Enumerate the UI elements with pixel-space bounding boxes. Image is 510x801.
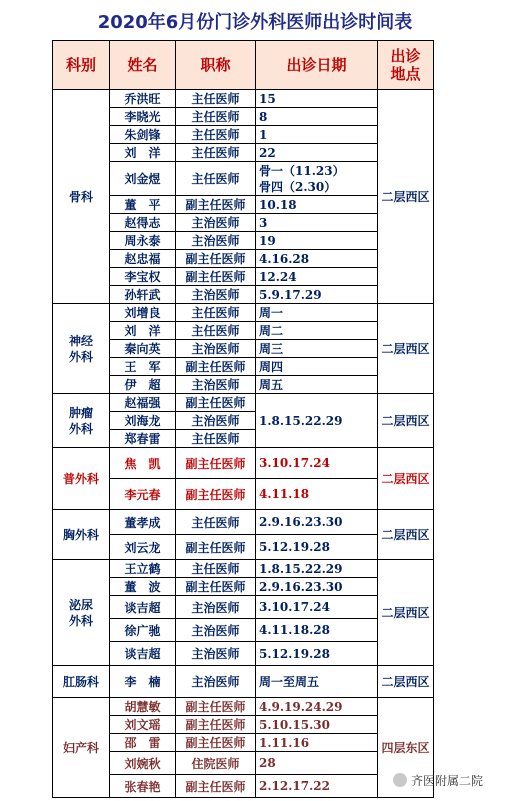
dates-cell <box>256 535 378 560</box>
doctor-name: 李 楠 <box>110 666 176 698</box>
table-row <box>53 376 434 394</box>
dates-text: 28 <box>259 756 276 770</box>
doctor-title: 主任医师 <box>176 144 256 162</box>
doctor-title: 主治医师 <box>176 286 256 304</box>
dates-text: 1.11.16 <box>259 735 310 750</box>
header-dept: 科别 <box>53 41 110 90</box>
dept-cell <box>53 560 110 666</box>
table-row <box>53 775 434 798</box>
place-cell: 二层西区 <box>378 510 434 560</box>
dates-cell <box>256 752 378 775</box>
table-row <box>53 162 434 196</box>
place-cell: 二层西区 <box>378 666 434 698</box>
doctor-name: 谈吉超 <box>110 642 176 666</box>
table-row <box>53 448 434 479</box>
dates-text: 3 <box>259 215 268 230</box>
dates-text: 12.24 <box>259 269 297 284</box>
doctor-title: 主任医师 <box>176 322 256 340</box>
doctor-name: 董 平 <box>110 196 176 214</box>
dates-cell <box>256 448 378 479</box>
table-row <box>53 394 434 412</box>
dates-text: 10.18 <box>259 197 297 212</box>
dates-text: 3.10.17.24 <box>259 600 330 614</box>
table-row <box>53 90 434 108</box>
dept-label: 外科 <box>68 421 93 436</box>
doctor-name: 郑春雷 <box>110 430 176 448</box>
table-row <box>53 596 434 619</box>
dates-cell <box>256 214 378 232</box>
doctor-name: 秦向英 <box>110 340 176 358</box>
dates-cell <box>256 162 378 196</box>
dates-cell <box>256 734 378 752</box>
dates-cell <box>256 268 378 286</box>
place-cell: 二层西区 <box>378 90 434 304</box>
dept-cell <box>53 666 110 698</box>
table-row <box>53 666 434 698</box>
dept-cell <box>53 90 110 304</box>
dates-cell <box>256 510 378 535</box>
dates-cell <box>256 286 378 304</box>
table-row <box>53 479 434 510</box>
dates-text: 15 <box>259 91 276 106</box>
doctor-name: 赵忠福 <box>110 250 176 268</box>
dates-cell <box>256 322 378 340</box>
doctor-title: 住院医师 <box>176 752 256 775</box>
doctor-title: 主治医师 <box>176 642 256 666</box>
doctor-title: 主任医师 <box>176 126 256 144</box>
watermark-text: 齐医附属二院 <box>411 774 484 788</box>
place-cell: 二层西区 <box>378 304 434 394</box>
table-row <box>53 268 434 286</box>
doctor-name: 徐广驰 <box>110 619 176 642</box>
doctor-title: 副主任医师 <box>176 196 256 214</box>
doctor-title: 副主任医师 <box>176 358 256 376</box>
dept-label: 妇产科 <box>62 740 99 755</box>
doctor-title: 副主任医师 <box>176 479 256 510</box>
dates-text: 周一 <box>259 305 284 320</box>
dates-cell <box>256 619 378 642</box>
dates-cell <box>256 578 378 596</box>
dates-cell <box>256 144 378 162</box>
page-title: 2020年6月份门诊外科医师出诊时间表 <box>97 12 413 33</box>
table-row <box>53 250 434 268</box>
dept-cell <box>53 698 110 798</box>
doctor-title: 副主任医师 <box>176 775 256 798</box>
dates-text: 22 <box>259 145 276 160</box>
dates-text: 1 <box>259 127 268 142</box>
watermark <box>393 772 483 789</box>
doctor-title: 副主任医师 <box>176 268 256 286</box>
doctor-title: 主治医师 <box>176 619 256 642</box>
dates-cell <box>256 560 378 578</box>
dates-cell <box>256 250 378 268</box>
header-place-line2: 地点 <box>390 65 421 83</box>
dept-cell <box>53 304 110 394</box>
dept-label: 胸外科 <box>62 527 99 542</box>
place-cell: 二层西区 <box>378 394 434 448</box>
doctor-title: 主任医师 <box>176 162 256 196</box>
dates-text: 1.8.15.22.29 <box>259 413 343 428</box>
doctor-title: 副主任医师 <box>176 394 256 412</box>
dates-cell <box>256 666 378 698</box>
dates-text: 周三 <box>259 341 284 356</box>
dates-text: 3.10.17.24 <box>259 456 330 470</box>
doctor-name: 焦 凯 <box>110 448 176 479</box>
dept-label: 外科 <box>68 613 93 628</box>
dept-label: 肛肠科 <box>62 674 99 689</box>
doctor-name: 董 波 <box>110 578 176 596</box>
doctor-name: 刘金煜 <box>110 162 176 196</box>
dates-cell <box>256 394 378 448</box>
dates-text: 骨四（2.30） <box>259 179 337 194</box>
doctor-title: 主治医师 <box>176 666 256 698</box>
dates-text: 周五 <box>259 377 284 392</box>
dates-cell <box>256 196 378 214</box>
dates-cell <box>256 479 378 510</box>
doctor-title: 副主任医师 <box>176 578 256 596</box>
dept-label: 神经 <box>68 333 93 348</box>
doctor-name: 张春艳 <box>110 775 176 798</box>
doctor-name: 刘文瑶 <box>110 716 176 734</box>
doctor-title: 主治医师 <box>176 596 256 619</box>
doctor-title: 主治医师 <box>176 376 256 394</box>
dates-cell <box>256 304 378 322</box>
doctor-title: 副主任医师 <box>176 698 256 716</box>
dept-cell <box>53 510 110 560</box>
dept-label: 普外科 <box>62 471 99 486</box>
table-row <box>53 734 434 752</box>
doctor-name: 孙轩武 <box>110 286 176 304</box>
doctor-name: 李宝权 <box>110 268 176 286</box>
dates-text: 周二 <box>259 323 284 338</box>
dates-cell <box>256 376 378 394</box>
doctor-title: 主任医师 <box>176 90 256 108</box>
dates-text: 4.16.28 <box>259 251 310 266</box>
doctor-title: 主任医师 <box>176 560 256 578</box>
doctor-name: 刘海龙 <box>110 412 176 430</box>
doctor-name: 刘婉秋 <box>110 752 176 775</box>
schedule-table <box>52 40 434 798</box>
table-row <box>53 126 434 144</box>
dates-cell <box>256 232 378 250</box>
doctor-title: 副主任医师 <box>176 716 256 734</box>
doctor-name: 谈吉超 <box>110 596 176 619</box>
dates-cell <box>256 358 378 376</box>
dates-cell <box>256 716 378 734</box>
doctor-name: 伊 超 <box>110 376 176 394</box>
dept-label: 泌尿 <box>68 597 93 612</box>
dates-text: 8 <box>259 109 268 124</box>
table-row <box>53 232 434 250</box>
header-title: 职称 <box>176 41 256 90</box>
dates-text: 19 <box>259 233 276 248</box>
dates-cell <box>256 642 378 666</box>
dates-text: 周四 <box>259 359 284 374</box>
header-place-line1: 出诊 <box>390 47 421 65</box>
dates-text: 2.9.16.23.30 <box>259 515 343 529</box>
table-row <box>53 560 434 578</box>
doctor-name: 王立鹤 <box>110 560 176 578</box>
dates-text: 2.12.17.22 <box>259 779 330 793</box>
doctor-title: 主治医师 <box>176 214 256 232</box>
dates-text: 4.9.19.24.29 <box>259 699 343 714</box>
doctor-name: 朱剑锋 <box>110 126 176 144</box>
doctor-title: 主治医师 <box>176 232 256 250</box>
doctor-name: 周永泰 <box>110 232 176 250</box>
doctor-title: 副主任医师 <box>176 448 256 479</box>
table-row <box>53 358 434 376</box>
dates-cell <box>256 108 378 126</box>
dates-cell <box>256 698 378 716</box>
table-row <box>53 619 434 642</box>
doctor-title: 主任医师 <box>176 430 256 448</box>
doctor-title: 副主任医师 <box>176 734 256 752</box>
doctor-title: 副主任医师 <box>176 535 256 560</box>
doctor-name: 李晓光 <box>110 108 176 126</box>
dates-cell <box>256 126 378 144</box>
table-row <box>53 108 434 126</box>
place-cell: 四层东区 <box>378 698 434 798</box>
doctor-title: 主任医师 <box>176 304 256 322</box>
dates-text: 5.9.17.29 <box>259 287 322 302</box>
dept-label: 肿瘤 <box>68 405 93 420</box>
doctor-title: 主任医师 <box>176 108 256 126</box>
dates-cell <box>256 596 378 619</box>
dept-cell <box>53 394 110 448</box>
table-row <box>53 304 434 322</box>
dates-cell <box>256 90 378 108</box>
dates-text: 骨一（11.23） <box>259 163 345 178</box>
table-row <box>53 286 434 304</box>
place-cell: 二层西区 <box>378 560 434 666</box>
header-name: 姓名 <box>110 41 176 90</box>
dates-text: 1.8.15.22.29 <box>259 561 343 576</box>
doctor-name: 王 军 <box>110 358 176 376</box>
doctor-name: 赵福强 <box>110 394 176 412</box>
dept-label: 骨科 <box>68 189 93 204</box>
dates-cell <box>256 775 378 798</box>
dates-text: 5.12.19.28 <box>259 646 330 661</box>
doctor-title: 主任医师 <box>176 510 256 535</box>
doctor-title: 主治医师 <box>176 340 256 358</box>
table-row <box>53 322 434 340</box>
doctor-name: 邵 雷 <box>110 734 176 752</box>
header-place <box>378 41 434 90</box>
table-row <box>53 144 434 162</box>
doctor-name: 刘 洋 <box>110 144 176 162</box>
dates-text: 2.9.16.23.30 <box>259 579 343 594</box>
dept-label: 外科 <box>68 349 93 364</box>
table-row <box>53 340 434 358</box>
table-row <box>53 196 434 214</box>
place-cell: 二层西区 <box>378 448 434 510</box>
doctor-name: 刘云龙 <box>110 535 176 560</box>
doctor-name: 乔洪旺 <box>110 90 176 108</box>
table-row <box>53 510 434 535</box>
wechat-icon <box>393 773 407 787</box>
header-dates: 出诊日期 <box>256 41 378 90</box>
doctor-name: 董孝成 <box>110 510 176 535</box>
table-row <box>53 716 434 734</box>
doctor-title: 主治医师 <box>176 412 256 430</box>
table-row <box>53 642 434 666</box>
doctor-name: 刘 洋 <box>110 322 176 340</box>
table-row <box>53 752 434 775</box>
dates-text: 周一至周五 <box>259 674 320 689</box>
table-row <box>53 698 434 716</box>
dates-text: 5.10.15.30 <box>259 717 330 732</box>
dates-text: 4.11.18.28 <box>259 623 330 637</box>
header-row <box>53 41 434 90</box>
dates-text: 5.12.19.28 <box>259 540 330 554</box>
table-row <box>53 214 434 232</box>
doctor-title: 副主任医师 <box>176 250 256 268</box>
doctor-name: 刘增良 <box>110 304 176 322</box>
doctor-name: 李元春 <box>110 479 176 510</box>
dates-text: 4.11.18 <box>259 487 310 501</box>
doctor-name: 胡慧敏 <box>110 698 176 716</box>
table-row <box>53 535 434 560</box>
dept-cell <box>53 448 110 510</box>
doctor-name: 赵得志 <box>110 214 176 232</box>
dates-cell <box>256 340 378 358</box>
table-row <box>53 578 434 596</box>
